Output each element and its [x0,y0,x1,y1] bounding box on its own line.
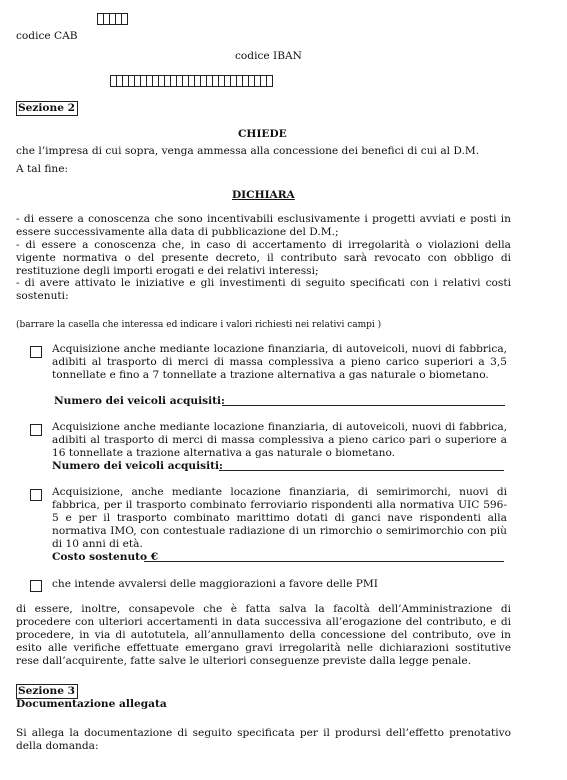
iban-cell[interactable] [266,75,273,87]
option-checkbox[interactable] [30,424,42,436]
declaration-item: - di essere a conoscenza che, in caso di accertamento di irregolarità o violazioni della vigente normativa o del presente decreto, il contributo sarà revocato con obbligo di restituzione degli importi erogati e dei relativi interessi; [16,239,511,277]
instruction-note: (barrare la casella che interessa ed indicare i valori richiesti nei relativi campi ) [16,320,382,330]
a-tal-fine: A tal fine: [16,163,69,175]
option-text: Acquisizione anche mediante locazione finanziaria, di autoveicoli, nuovi di fabbrica, adibiti al trasporto di merci di massa complessiva a pieno carico superiori a 3,5 tonnellate e fino a 7 tonnellate a trazione alternativa a gas naturale o biometano. [52,343,507,381]
option-field-line[interactable] [219,470,504,471]
closing-paragraph: di essere, inoltre, consapevole che è fatta salva la facoltà dell’Amministrazione di procedere con ulteriori accertamenti in data successiva all’erogazione del contributo, e di procedere, in via di autotutela, all’annullamento della concessione del contributo, ove in esito alle verifiche effettuate emergano gravi irregolarità nelle dichiarazioni sostitutive rese dall’acquirente, fatte salve le ulteriori conseguenze previste dalla legge penale. [16,603,511,667]
option-text: che intende avvalersi delle maggiorazioni a favore delle PMI [52,578,378,590]
section-3-heading: Sezione 3 [16,684,78,699]
cab-label: codice CAB [16,30,78,42]
cab-cells[interactable] [98,13,128,25]
chiede-title: CHIEDE [238,128,287,140]
declaration-item: - di avere attivato le iniziative e gli investimenti di seguito specificati con i relativi costi sostenuti: [16,277,511,302]
declaration-item: - di essere a conoscenza che sono incentivabili esclusivamente i progetti avviati e posti in essere successivamente alla data di pubblicazione del D.M.; [16,213,511,238]
option-text: Acquisizione, anche mediante locazione finanziaria, di semirimorchi, nuovi di fabbrica, per il trasporto combinato ferroviario rispondenti alla normativa UIC 596-5 e per il trasporto combinato marittimo dotati di ganci nave rispondenti alla normativa IMO, con contestuale radiazione di un rimorchio o semirimorchio con più di 10 anni di età. [52,486,507,550]
option-text: Acquisizione anche mediante locazione finanziaria, di autoveicoli, nuovi di fabbrica, adibiti al trasporto di merci di massa complessiva a pieno carico pari o superiore a 16 tonnellate a trazione alternativa a gas naturale o biometano. [52,421,507,459]
section-3-text: Si allega la documentazione di seguito specificata per il prodursi dell’effetto prenotativo della domanda: [16,727,511,752]
option-field-line[interactable] [222,405,505,406]
iban-label: codice IBAN [235,50,302,62]
section-3-subtitle: Documentazione allegata [16,698,167,710]
option-checkbox[interactable] [30,489,42,501]
chiede-text: che l’impresa di cui sopra, venga ammessa alla concessione dei benefici di cui al D.M. [16,145,480,157]
option-checkbox[interactable] [30,346,42,358]
section-2-heading: Sezione 2 [16,101,78,116]
option-checkbox[interactable] [30,580,42,592]
option-field-label: Numero dei veicoli acquisiti: [52,460,223,472]
dichiara-title: DICHIARA [232,189,295,201]
cab-cell[interactable] [121,13,128,25]
option-field-label: Numero dei veicoli acquisiti: [54,395,225,407]
option-field-label: Costo sostenuto € [52,551,159,563]
iban-cells[interactable] [111,75,273,87]
option-field-line[interactable] [144,561,504,562]
